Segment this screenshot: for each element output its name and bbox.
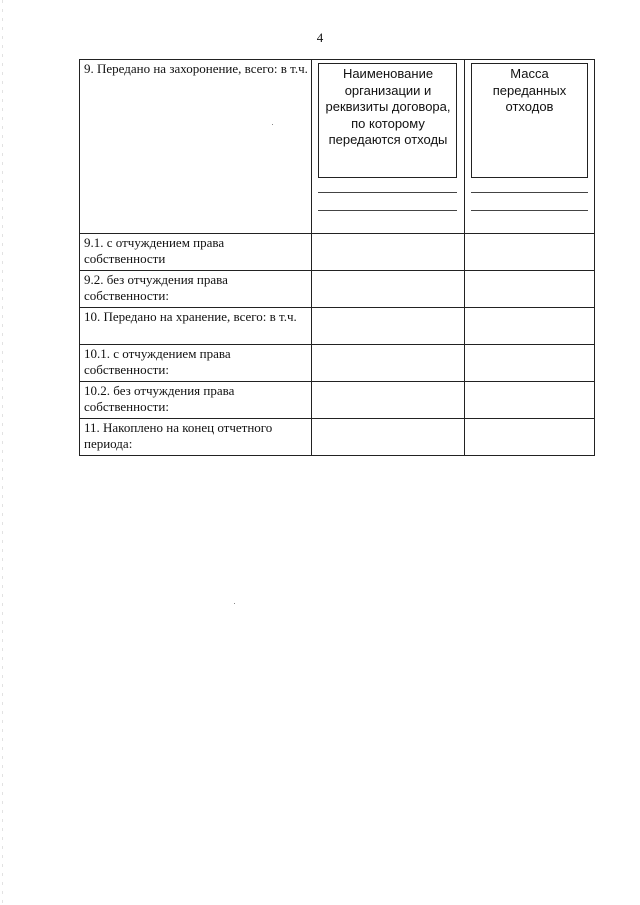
row-label-cell — [80, 234, 312, 271]
mass-value-cell[interactable] — [465, 382, 595, 419]
table-row — [80, 345, 595, 382]
row-label: 9.1. с отчуждением права собственности — [84, 235, 225, 266]
mass-value-cell[interactable] — [465, 345, 595, 382]
scan-edge — [2, 0, 3, 905]
mass-inner-line-2 — [471, 210, 588, 211]
table-row — [80, 382, 595, 419]
org-value-cell[interactable] — [312, 419, 465, 456]
row-label-cell — [80, 60, 312, 234]
mass-column-heading: Масса переданных отходов — [492, 66, 567, 114]
mass-value-cell[interactable] — [465, 308, 595, 345]
org-inner-line-2 — [318, 210, 457, 211]
mass-value-cell[interactable] — [465, 234, 595, 271]
row-label-cell — [80, 419, 312, 456]
org-value-cell[interactable] — [312, 308, 465, 345]
row-label-cell — [80, 345, 312, 382]
org-value-cell[interactable] — [312, 234, 465, 271]
org-value-cell[interactable] — [312, 271, 465, 308]
row-label-cell — [80, 382, 312, 419]
row-label-9: 9. Передано на захоронение, всего: в т.ч. — [84, 61, 308, 76]
row-label: 10. Передано на хранение, всего: в т.ч. — [84, 309, 297, 324]
row-label-cell — [80, 271, 312, 308]
waste-transfer-table — [79, 59, 595, 456]
table-row — [80, 234, 595, 271]
row-label: 10.2. без отчуждения права собственности: — [84, 383, 235, 414]
scan-speck — [234, 603, 235, 604]
scan-speck — [272, 124, 273, 125]
row-label-cell — [80, 308, 312, 345]
table-row — [80, 419, 595, 456]
org-column-heading: Наименование организации и реквизиты договора, по которому передаются отходы — [325, 66, 451, 147]
org-header-cell — [312, 60, 465, 234]
mass-value-cell[interactable] — [465, 271, 595, 308]
row-label: 11. Накоплено на конец отчетного периода: — [84, 420, 273, 451]
org-value-cell[interactable] — [312, 345, 465, 382]
org-inner-line-1 — [318, 192, 457, 193]
row-label: 10.1. с отчуждением права собственности: — [84, 346, 231, 377]
mass-inner-line-1 — [471, 192, 588, 193]
row-label: 9.2. без отчуждения права собственности: — [84, 272, 228, 303]
org-value-cell[interactable] — [312, 382, 465, 419]
table-row — [80, 271, 595, 308]
table-row — [80, 308, 595, 345]
mass-header-cell — [465, 60, 595, 234]
mass-value-cell[interactable] — [465, 419, 595, 456]
table-header-row — [80, 60, 595, 234]
page-number: 4 — [316, 30, 324, 45]
